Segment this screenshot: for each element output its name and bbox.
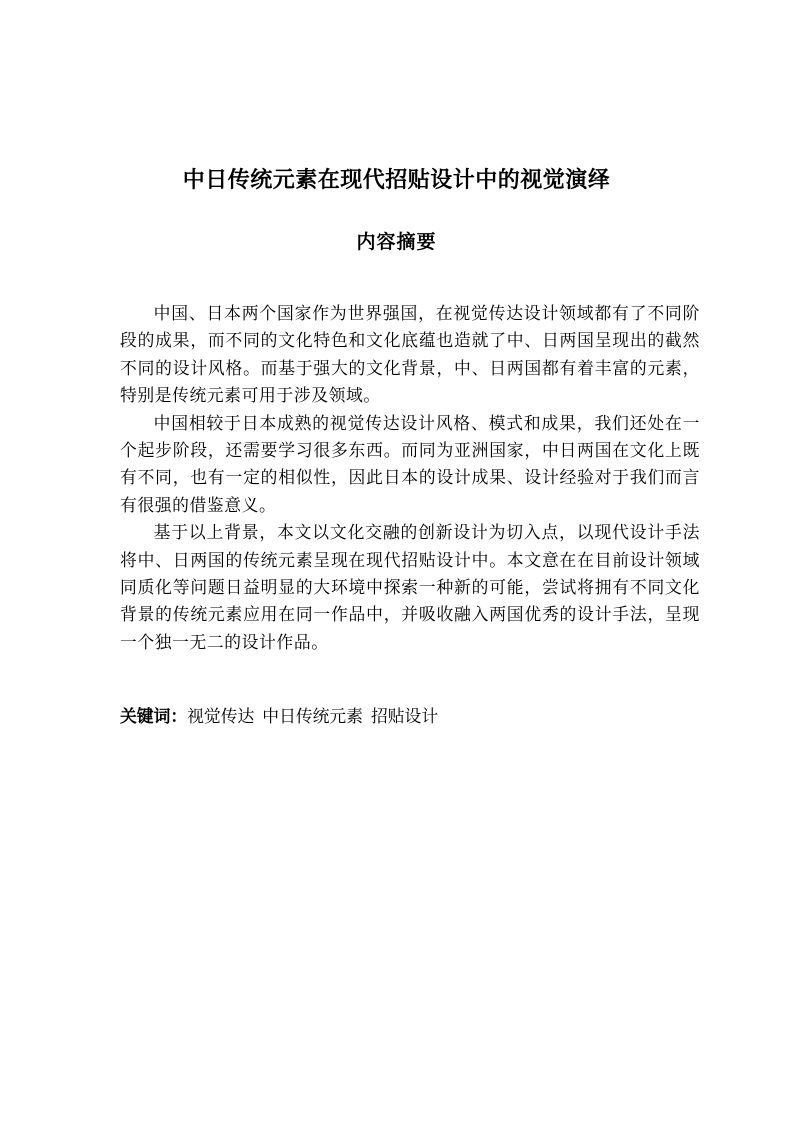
abstract-body (120, 300, 700, 656)
keywords-label: 关键词： (120, 706, 188, 726)
abstract-paragraph: 中国相较于日本成熟的视觉传达设计风格、模式和成果，我们还处在一个起步阶段，还需要学习很多东西。而同为亚洲国家，中日两国在文化上既有不同，也有一定的相似性，因此日本的设计成果、设计经验对于我们而言有很强的借鉴意义。 (120, 412, 700, 515)
keyword-item: 中日传统元素 (262, 706, 363, 726)
abstract-heading: 内容摘要 (356, 231, 437, 253)
abstract-paragraph: 中国、日本两个国家作为世界强国，在视觉传达设计领域都有了不同阶段的成果，而不同的文化特色和文化底蕴也造就了中、日两国呈现出的截然不同的设计风格。而基于强大的文化背景，中、日两国都有着丰富的元素，特别是传统元素可用于涉及领域。 (120, 303, 700, 406)
keyword-item: 视觉传达 (187, 706, 255, 726)
abstract-paragraph: 基于以上背景，本文以文化交融的创新设计为切入点，以现代设计手法将中、日两国的传统元素呈现在现代招贴设计中。本文意在在目前设计领域同质化等问题日益明显的大环境中探索一种新的可能，尝试将拥有不同文化背景的传统元素应用在同一作品中，并吸收融入两国优秀的设计手法，呈现一个独一无二的设计作品。 (120, 522, 700, 652)
paper-title: 中日传统元素在现代招贴设计中的视觉演绎 (182, 168, 611, 193)
keywords-line (120, 703, 700, 729)
keyword-item: 招贴设计 (370, 706, 439, 726)
